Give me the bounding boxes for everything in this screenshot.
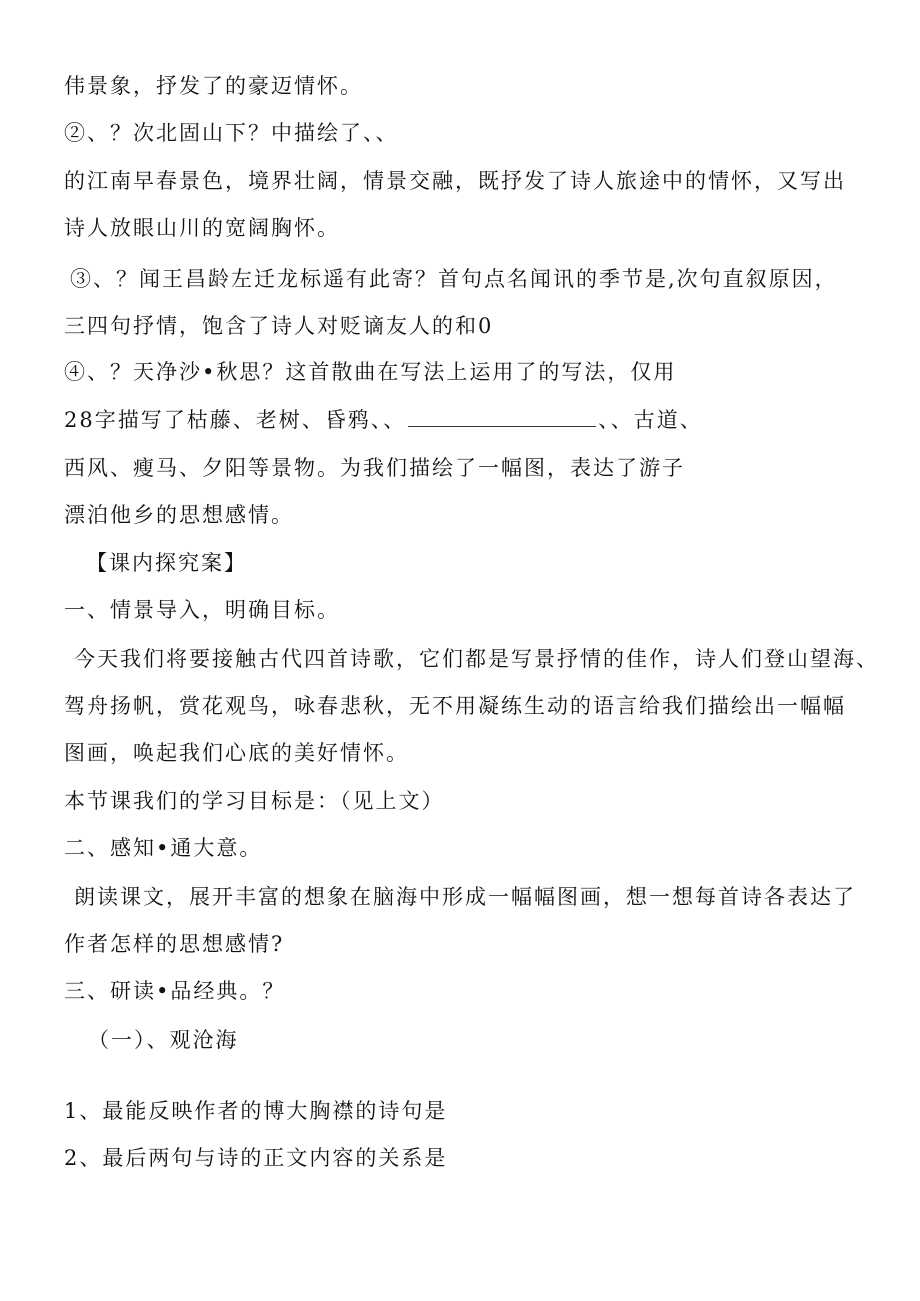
heading-step-1: 一、情景导入，明确目标。 [64,598,340,622]
text-line-18: 朗读课文，展开丰富的想象在脑海中形成一幅幅图画，想一想每首诗各表达了 [74,885,856,909]
text-line-10: 漂泊他乡的思想感情。 [64,503,294,527]
text-line-9: 西风、瘦马、夕阳等景物。为我们描绘了一幅图，表达了游子 [64,456,685,480]
section-heading-inquiry: 【课内探究案】 [86,551,247,575]
text-line-8-end: 、、古道、 [598,408,703,432]
text-line-3: 的江南早春景色，境界壮阔，情景交融，既抒发了诗人旅途中的情怀，又写出 [64,169,846,193]
question-2: 2、最后两句与诗的正文内容的关系是 [64,1146,448,1170]
text-line-14: 驾舟扬帆，赏花观鸟，咏春悲秋，无不用凝练生动的语言给我们描绘出一幅幅 [64,694,846,718]
heading-step-2: 二、感知•通大意。 [64,836,263,860]
text-line-8 [64,405,703,435]
question-1: 1、最能反映作者的博大胸襟的诗句是 [64,1099,448,1123]
text-line-1: 伟景象，抒发了的豪迈情怀。 [64,74,363,98]
text-line-2: ②、？次北固山下？中描绘了、、 [64,121,399,145]
subheading-poem-1: （一）、观沧海 [88,1028,239,1052]
text-line-8-start: 28字描写了枯藤、老树、昏鸦、、 [64,408,407,432]
text-line-7: ④、？天净沙•秋思？这首散曲在写法上运用了的写法，仅用 [64,360,677,384]
text-line-19: 作者怎样的思想感情? [64,932,285,956]
text-line-16: 本节课我们的学习目标是：（见上文） [64,789,445,813]
text-line-4: 诗人放眼山川的宽阔胸怀。 [64,216,340,240]
text-line-6: 三四句抒情，饱含了诗人对贬谪友人的和0 [64,314,494,338]
text-line-15: 图画，唤起我们心底的美好情怀。 [64,741,409,765]
heading-step-3: 三、研读•品经典。？ [64,979,286,1003]
text-line-13: 今天我们将要接触古代四首诗歌，它们都是写景抒情的佳作，诗人们登山望海、 [74,647,879,671]
text-line-5: ③、？闻王昌龄左迁龙标遥有此寄？首句点名闻讯的季节是,次句直叙原因， [70,267,838,291]
fill-in-blank[interactable] [408,408,596,427]
